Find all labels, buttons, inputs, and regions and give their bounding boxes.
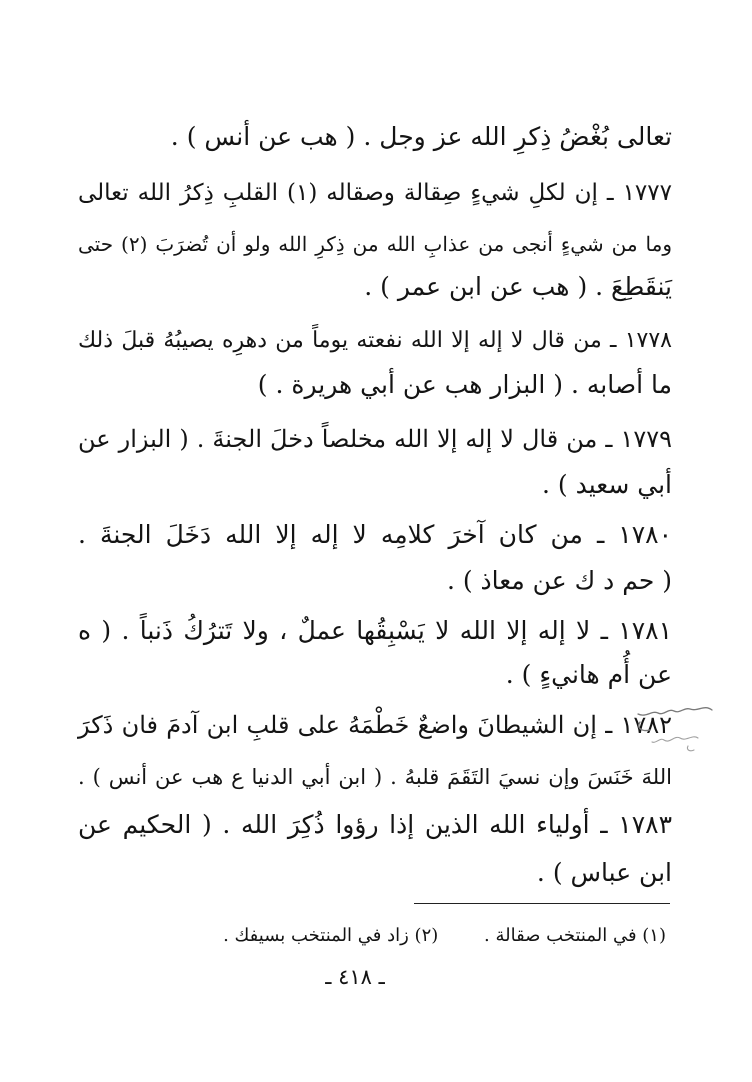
text-line-12: عن أُم هانيءٍ ) .: [505, 660, 672, 689]
footnotes: [223, 923, 666, 949]
text-line-3: وما من شيءٍ أنجى من عذابِ الله من ذِكرِ الله ولو أن تُضرَبَ (٢) حتى: [78, 232, 672, 256]
text-line-5: ١٧٧٨ ـ من قال لا إله إلا الله نفعته يوماً من دهرِه يصيبُهُ قبلَ ذلك: [78, 328, 672, 353]
text-line-10: ( حم د ك عن معاذ ) .: [446, 566, 672, 595]
text-line-7: ١٧٧٩ ـ من قال لا إله إلا الله مخلصاً دخلَ الجنةَ . ( البزار عن: [78, 425, 672, 453]
footnote-divider: [414, 903, 670, 904]
text-line-2: ١٧٧٧ ـ إن لكلِ شيءٍ صِقالة وصقاله (١) القلبِ ذِكرُ الله تعالى: [78, 180, 672, 206]
text-line-16: ابن عباس ) .: [536, 858, 672, 887]
text-line-14: اللهَ خَنَسَ وإن نسيَ التَقَمَ قلبهُ . ( ابن أبي الدنيا ع هب عن أنس ) .: [78, 765, 672, 789]
text-line-8: أبي سعيد ) .: [542, 470, 672, 499]
text-line-6: ما أصابه . ( البزار هب عن أبي هريرة . ): [257, 370, 672, 399]
text-line-15: ١٧٨٣ ـ أولياء الله الذين إذا رؤوا ذُكِرَ الله . ( الحكيم عن: [78, 810, 672, 839]
text-line-11: ١٧٨١ ـ لا إله إلا الله لا يَسْبِقُها عملٌ ، ولا تَترُكُ ذَنباً . ( ه: [78, 616, 672, 645]
footnote-1: (١) في المنتخب صقالة .: [484, 925, 666, 946]
footnote-2: (٢) زاد في المنتخب بسيفك .: [223, 925, 439, 946]
text-line-4: يَنقَطِعَ . ( هب عن ابن عمر ) .: [364, 272, 672, 301]
handwritten-margin-note: [628, 700, 718, 760]
text-line-9: ١٧٨٠ ـ من كان آخرَ كلامِه لا إله إلا الله دَخَلَ الجنةَ .: [78, 520, 672, 549]
page-number: ـ ٤١٨ ـ: [325, 965, 385, 989]
text-line-1: تعالى بُغْضُ ذِكرِ الله عز وجل . ( هب عن أنس ) .: [170, 122, 672, 151]
text-line-13: ١٧٨٢ ـ إن الشيطانَ واضعٌ خَطْمَهُ على قلبِ ابن آدمَ فان ذَكرَ: [78, 711, 672, 739]
